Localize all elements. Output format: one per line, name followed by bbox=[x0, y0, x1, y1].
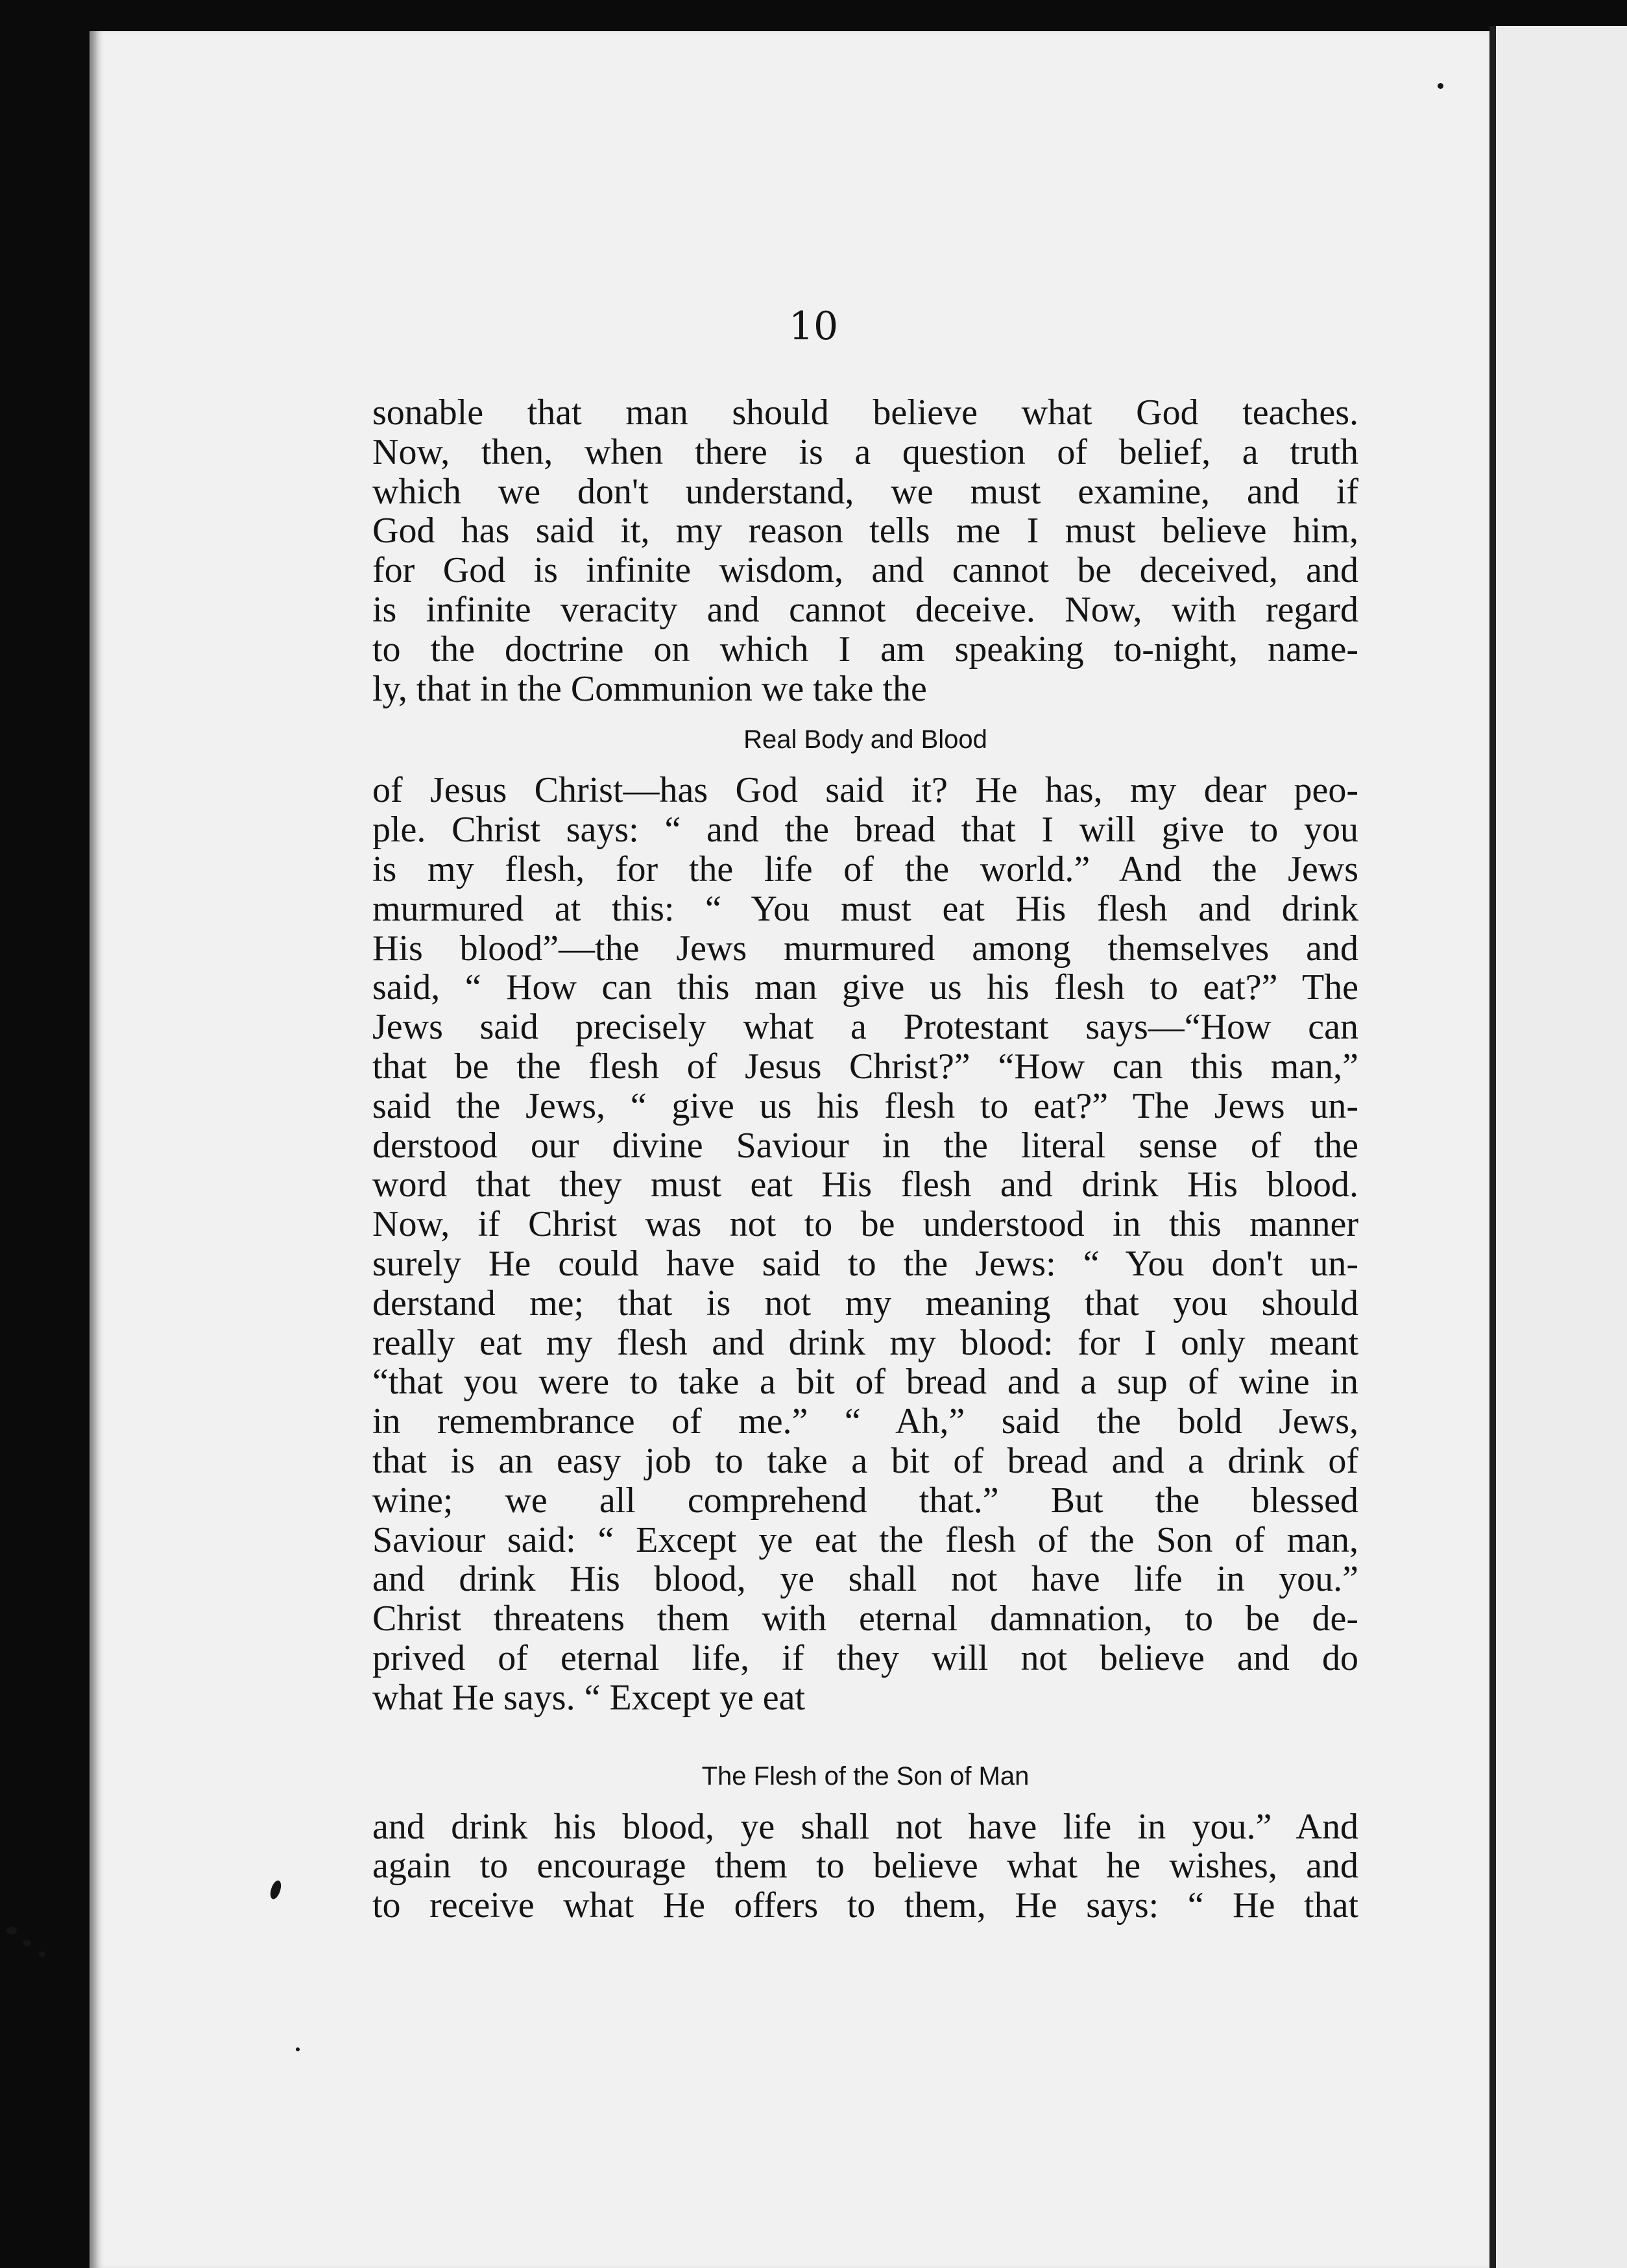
text-line: derstood our divine Saviour in the literal sense of the bbox=[372, 1125, 1358, 1166]
text-line: to receive what He offers to them, He says: “ He that bbox=[372, 1885, 1358, 1926]
paragraph-3 bbox=[372, 1807, 1358, 1925]
text-line: to the doctrine on which I am speaking to-night, name- bbox=[372, 629, 1358, 670]
text-line: derstand me; that is not my meaning that you should bbox=[372, 1283, 1358, 1323]
text-line: Jews said precisely what a Protestant says—“How can bbox=[372, 1007, 1358, 1048]
text-line: for God is infinite wisdom, and cannot be deceived, and bbox=[372, 550, 1358, 591]
text-line: what He says. “ Except ye eat bbox=[372, 1677, 806, 1718]
text-line: Saviour said: “ Except ye eat the flesh of the Son of man, bbox=[372, 1519, 1358, 1560]
text-line: Now, if Christ was not to be understood in this manner bbox=[372, 1204, 1358, 1245]
ink-speck bbox=[296, 2047, 300, 2051]
ink-speck bbox=[1438, 83, 1443, 89]
paragraph-1 bbox=[372, 393, 1358, 708]
text-line: “that you were to take a bit of bread and a sup of wine in bbox=[372, 1362, 1358, 1403]
text-line: said the Jews, “ give us his flesh to eat?” The Jews un- bbox=[372, 1085, 1358, 1126]
text-line: of Jesus Christ—has God said it? He has, my dear peo- bbox=[372, 770, 1358, 811]
page-fold-shadow bbox=[1489, 26, 1496, 2268]
text-line: is infinite veracity and cannot deceive. Now, with regard bbox=[372, 589, 1358, 630]
paragraph-2 bbox=[372, 771, 1358, 1717]
page-text bbox=[372, 393, 1358, 1925]
heading-spacing bbox=[372, 1718, 1358, 1745]
text-line: is my flesh, for the life of the world.” And the Jews bbox=[372, 849, 1358, 889]
text-line: word that they must eat His flesh and drink His blood. bbox=[372, 1164, 1358, 1205]
text-line: wine; we all comprehend that.” But the blessed bbox=[372, 1480, 1358, 1521]
text-line: that be the flesh of Jesus Christ?” “How can this man,” bbox=[372, 1046, 1358, 1087]
text-line: murmured at this: “ You must eat His flesh and drink bbox=[372, 888, 1358, 929]
text-line: ple. Christ says: “ and the bread that I will give to you bbox=[372, 810, 1358, 850]
text-line: Now, then, when there is a question of belief, a truth bbox=[372, 431, 1358, 472]
text-line: Christ threatens them with eternal damnation, to be de- bbox=[372, 1598, 1358, 1639]
text-line: God has said it, my reason tells me I must believe him, bbox=[372, 511, 1358, 551]
text-line: in remembrance of me.” “ Ah,” said the bold Jews, bbox=[372, 1401, 1358, 1442]
text-line: and drink his blood, ye shall not have life in you.” And bbox=[372, 1806, 1358, 1847]
text-line: His blood”—the Jews murmured among themselves and bbox=[372, 928, 1358, 969]
text-line: and drink His blood, ye shall not have life in you.” bbox=[372, 1559, 1358, 1600]
ink-speck bbox=[23, 1940, 31, 1946]
text-line: that is an easy job to take a bit of bread and a drink of bbox=[372, 1440, 1358, 1481]
text-line: really eat my flesh and drink my blood: for I only meant bbox=[372, 1322, 1358, 1363]
text-line: which we don't understand, we must examine, and if bbox=[372, 471, 1358, 512]
adjacent-page-edge bbox=[1489, 26, 1627, 2268]
text-line: ly, that in the Communion we take the bbox=[372, 668, 927, 709]
section-heading-flesh: The Flesh of the Son of Man bbox=[701, 1761, 1030, 1791]
section-heading-real-body: Real Body and Blood bbox=[743, 725, 987, 754]
text-line: sonable that man should believe what God teaches. bbox=[372, 392, 1358, 433]
ink-speck bbox=[39, 1951, 45, 1957]
text-line: said, “ How can this man give us his flesh to eat?” The bbox=[372, 967, 1358, 1008]
text-line: again to encourage them to believe what he wishes, and bbox=[372, 1846, 1358, 1887]
text-line: surely He could have said to the Jews: “ You don't un- bbox=[372, 1243, 1358, 1284]
page-number: 10 bbox=[788, 304, 839, 349]
text-line: prived of eternal life, if they will not believe and do bbox=[372, 1637, 1358, 1678]
ink-speck bbox=[6, 1927, 17, 1935]
